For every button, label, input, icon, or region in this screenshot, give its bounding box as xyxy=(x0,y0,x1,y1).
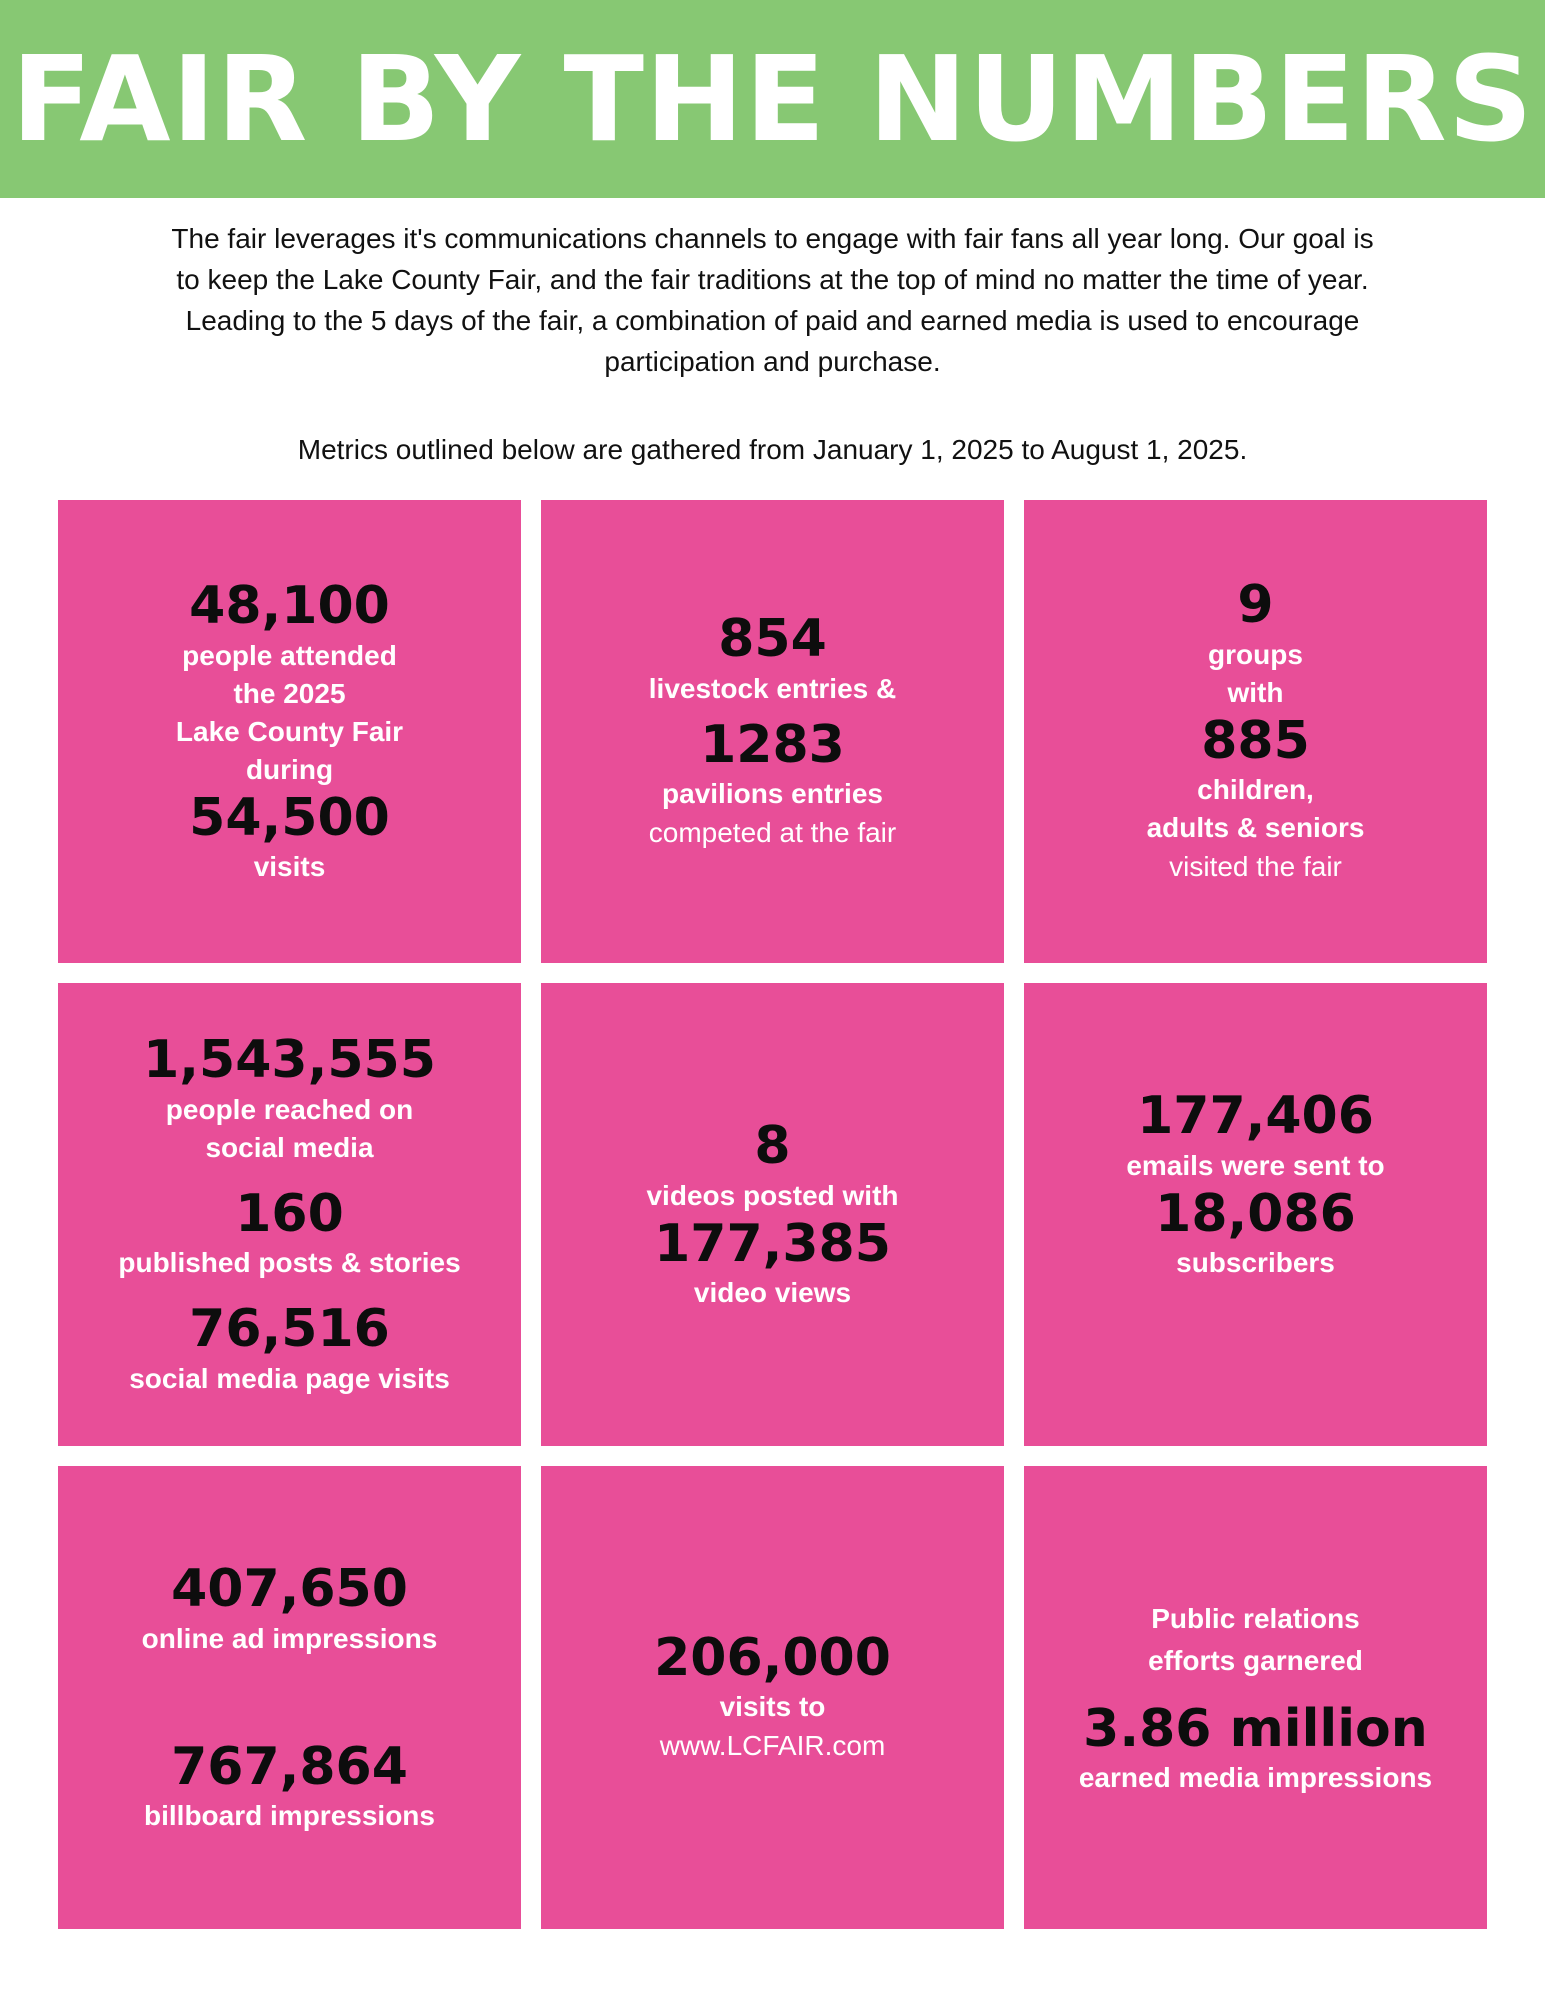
livestock-number: 854 xyxy=(718,608,827,669)
videos-number: 8 xyxy=(754,1115,791,1176)
metrics-date-range: Metrics outlined below are gathered from January 1, 2025 to August 1, 2025. xyxy=(297,434,1248,465)
pavilions-label: pavilions entries xyxy=(662,778,883,810)
tile-emails xyxy=(1024,983,1487,1446)
attendance-number: 48,100 xyxy=(189,575,390,636)
views-label: video views xyxy=(693,1277,852,1309)
page-title: FAIR BY THE NUMBERS xyxy=(11,30,1534,168)
subscribers-label: subscribers xyxy=(1176,1247,1335,1279)
intro-line: to keep the Lake County Fair, and the fair traditions at the top of mind no matter the time of year. xyxy=(176,264,1369,295)
attendance-label-line: during xyxy=(245,753,334,785)
tile-entries xyxy=(541,500,1004,963)
subscribers-number: 18,086 xyxy=(1155,1183,1356,1244)
intro-line: participation and purchase. xyxy=(604,346,941,377)
tile-advertising xyxy=(58,1466,521,1929)
pr-label-line: Public relations xyxy=(1151,1602,1360,1634)
page-visits-label: social media page visits xyxy=(129,1363,450,1395)
tile-videos xyxy=(541,983,1004,1446)
emails-label: emails were sent to xyxy=(1126,1149,1385,1181)
website-visits-label: visits to xyxy=(719,1691,826,1723)
competed-label: competed at the fair xyxy=(648,817,897,849)
tile-public-relations xyxy=(1024,1466,1487,1929)
groups-label-line: with xyxy=(1227,676,1284,708)
billboard-label: billboard impressions xyxy=(144,1800,435,1832)
intro-line: Leading to the 5 days of the fair, a combination of paid and earned media is used to encourage xyxy=(185,305,1360,336)
attendance-label-line: people attended xyxy=(182,639,397,671)
livestock-label: livestock entries & xyxy=(648,672,897,704)
tile-attendance xyxy=(58,500,521,963)
page-visits-number: 76,516 xyxy=(189,1299,390,1360)
emails-number: 177,406 xyxy=(1137,1085,1374,1146)
posts-number: 160 xyxy=(235,1183,344,1244)
attendance-label-line: the 2025 xyxy=(233,677,346,709)
pavilions-number: 1283 xyxy=(700,714,845,775)
visitors-number: 885 xyxy=(1201,710,1310,771)
website-url: www.LCFAIR.com xyxy=(659,1730,886,1762)
videos-label: videos posted with xyxy=(646,1179,899,1211)
tile-website xyxy=(541,1466,1004,1929)
earned-media-number: 3.86 million xyxy=(1083,1698,1428,1759)
online-ads-label: online ad impressions xyxy=(141,1622,438,1654)
earned-media-label: earned media impressions xyxy=(1078,1762,1433,1794)
reach-label-line: people reached on xyxy=(165,1093,414,1125)
groups-number: 9 xyxy=(1237,574,1274,635)
tile-social-media xyxy=(58,983,521,1446)
website-visits-number: 206,000 xyxy=(654,1627,891,1688)
groups-label-line: groups xyxy=(1208,638,1303,670)
visited-label: visited the fair xyxy=(1169,851,1342,883)
attendance-label-line: Lake County Fair xyxy=(175,715,404,747)
tile-groups xyxy=(1024,500,1487,963)
pr-label-line: efforts garnered xyxy=(1148,1644,1363,1676)
posts-label: published posts & stories xyxy=(118,1247,461,1279)
online-ads-number: 407,650 xyxy=(171,1558,408,1619)
billboard-number: 767,864 xyxy=(171,1736,408,1797)
intro-line: The fair leverages it's communications channels to engage with fair fans all year long. Our goal is xyxy=(171,223,1374,254)
title-banner xyxy=(0,0,1545,198)
intro-paragraph xyxy=(80,218,1465,382)
reach-number: 1,543,555 xyxy=(143,1029,436,1090)
visitors-label-line: children, xyxy=(1197,774,1314,806)
visits-label: visits xyxy=(253,851,326,883)
visitors-label-line: adults & seniors xyxy=(1146,812,1365,844)
visits-number: 54,500 xyxy=(189,787,390,848)
views-number: 177,385 xyxy=(654,1213,891,1274)
reach-label-line: social media xyxy=(205,1131,374,1163)
